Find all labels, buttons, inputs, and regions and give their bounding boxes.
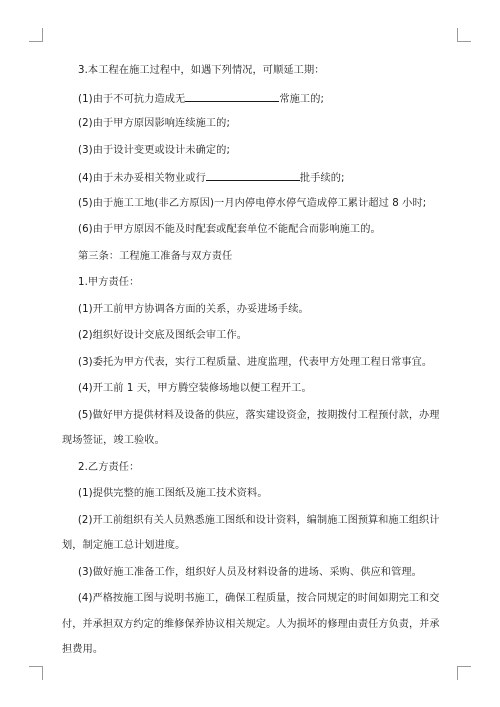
party-a-item-5-continued: 现场签证，竣工验收。: [62, 435, 165, 446]
fill-in-blank: [185, 91, 279, 102]
party-a-item-3: (3)委托为甲方代表，实行工程质量、进度监理，代表甲方处理工程日常事宜。: [78, 356, 433, 368]
section-heading-article-3: 第三条：工程施工准备与双方责任: [78, 250, 233, 262]
text-segment: 批手续的;: [299, 173, 345, 184]
list-item-party-a-cause: (2)由于甲方原因影响连续施工的;: [78, 118, 230, 129]
text-segment: (1)由于不可抗力造成无: [78, 93, 186, 105]
party-a-item-4: (4)开工前 1 天，甲方腾空装修场地以便工程开工。: [78, 383, 312, 394]
text-segment: (4)由于未办妥相关物业或行: [78, 173, 206, 184]
text-segment: 常施工的;: [279, 93, 325, 105]
list-item-utility-outage: (5)由于施工工地(非乙方原因)一月内停电停水停气造成停工累计超过 8 小时;: [78, 197, 427, 209]
crop-mark-top-left: [29, 28, 43, 42]
crop-mark-bottom-right: [457, 666, 471, 680]
party-b-item-4-continued: 付，并承担双方约定的维修保养协议相关规定。人为损坏的修理由责任方负责，并承: [62, 618, 440, 630]
subheading-party-b: 2.乙方责任：: [78, 461, 140, 473]
party-a-item-1: (1)开工前甲方协调各方面的关系，办妥进场手续。: [78, 303, 309, 315]
party-b-item-2-continued: 划，制定施工总计划进度。: [62, 540, 186, 551]
party-b-item-4-continued-2: 担费用。: [62, 644, 104, 655]
party-a-item-2: (2)组织好设计交底及图纸会审工作。: [78, 330, 248, 341]
list-item-design-change: (3)由于设计变更或设计未确定的;: [78, 144, 230, 156]
fill-in-blank: [206, 170, 300, 181]
list-item-force-majeure: [62, 91, 440, 105]
paragraph-extension-intro: 3.本工程在施工过程中，如遇下列情况，可顺延工期：: [78, 65, 325, 76]
party-b-item-3: (3)做好施工准备工作，组织好人员及材料设备的进场、采购、供应和管理。: [78, 566, 422, 578]
document-body: [62, 64, 440, 670]
party-b-item-4: (4)严格按施工图与说明书施工，确保工程质量，按合同规定的时间如期完工和交: [77, 593, 440, 604]
party-b-item-2: (2)开工前组织有关人员熟悉施工图纸和设计资料，编制施工图预算和施工组织计: [77, 514, 440, 526]
subheading-party-a: 1.甲方责任：: [78, 277, 140, 288]
crop-mark-bottom-left: [29, 666, 43, 680]
party-b-item-1: (1)提供完整的施工图纸及施工技术资料。: [78, 488, 268, 499]
list-item-supporting-units: (6)由于甲方原因不能及时配套或配套单位不能配合而影响施工的。: [78, 224, 381, 235]
crop-mark-top-right: [457, 28, 471, 42]
list-item-approval: [62, 170, 440, 184]
party-a-item-5: (5)做好甲方提供材料及设备的供应，落实建设资金，按期拨付工程预付款，办理: [77, 409, 440, 421]
